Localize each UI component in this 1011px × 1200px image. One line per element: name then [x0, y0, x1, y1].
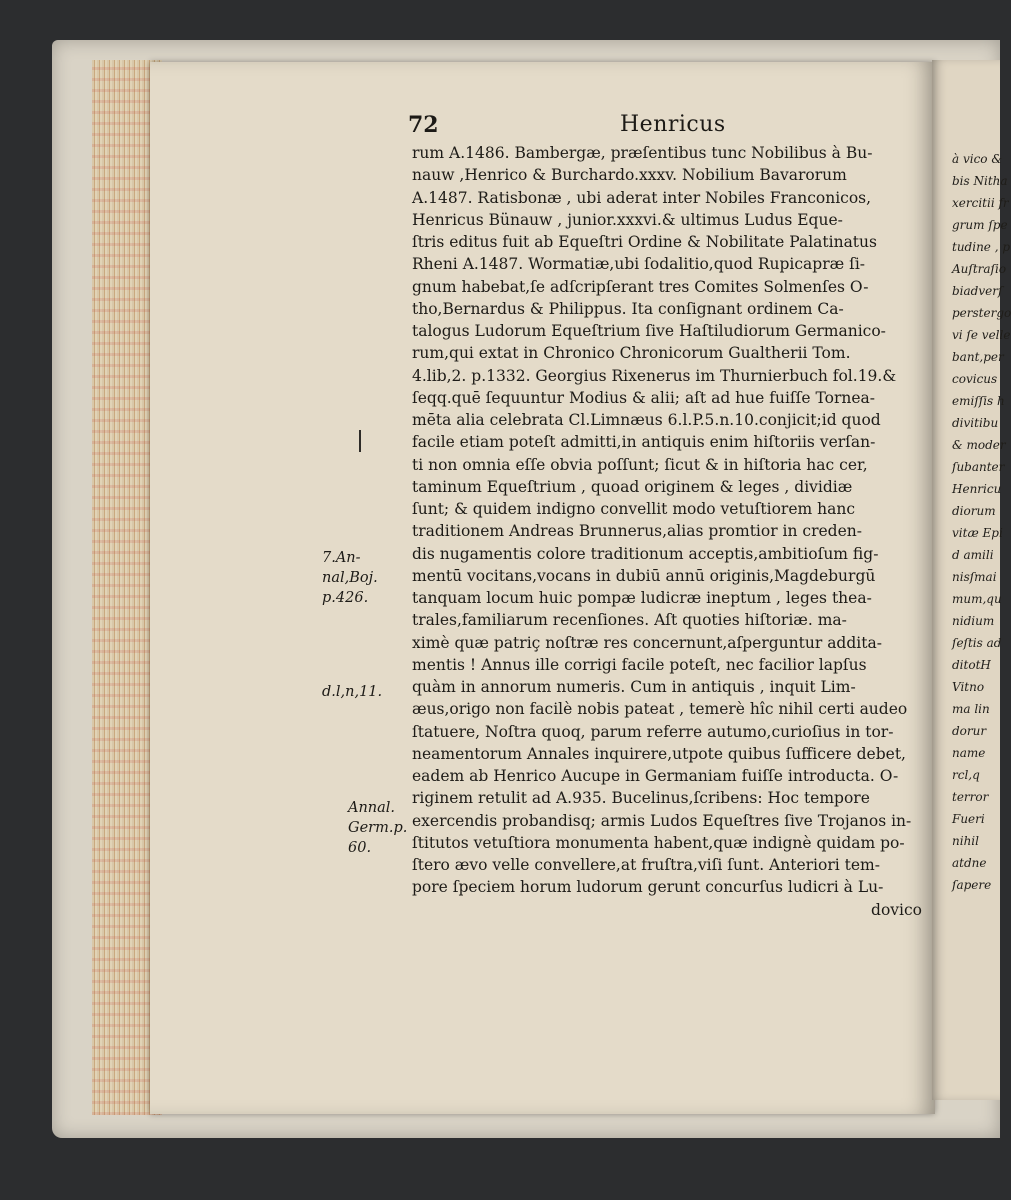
- margin-note-line: Annal.: [348, 800, 396, 816]
- text-line: nauw ,Henrico & Burchardo.xxxv. Nobilium Bavarorum: [412, 166, 847, 185]
- text-line: ſtero ævo velle convellere,at fruſtra,viſi ſunt. Anteriori tem-: [412, 856, 880, 874]
- facing-page-line: ſapere: [952, 878, 992, 892]
- facing-page-line: emiſſis h: [952, 394, 1005, 408]
- body-text: [412, 142, 922, 921]
- text-line: taminum Equeſtrium , quoad originem & leges , dividiæ: [412, 477, 853, 496]
- facing-page-line: dorur: [952, 724, 987, 738]
- text-line: mentū vocitans,vocans in dubiū annū originis,Magdeburgū: [412, 566, 876, 585]
- facing-page-line: à vico &: [952, 152, 1003, 166]
- facing-page-line: Vitno: [952, 680, 985, 694]
- text-line: gnum habebat,ſe adſcripſerant tres Comites Solmenſes O-: [412, 277, 869, 296]
- text-line: exercendis probandisq; armis Ludos Equeſtres ſive Trojanos in-: [412, 811, 912, 830]
- facing-page-line: ditotH: [952, 658, 991, 672]
- margin-note-line: Germ.p.: [348, 820, 408, 836]
- facing-page-line: Fueri: [952, 812, 985, 826]
- text-line: ſtris editus fuit ab Equeſtri Ordine & Nobilitate Palatinatus: [412, 233, 877, 251]
- text-line: eadem ab Henrico Aucupe in Germaniam fuiſſe introducta. O-: [412, 767, 899, 785]
- facing-page-line: divitibu: [952, 416, 999, 430]
- text-line: traditionem Andreas Brunnerus,alias promtior in creden-: [412, 522, 862, 541]
- facing-page-line: biadverſ: [952, 284, 1003, 298]
- text-line: ti non omnia eſſe obvia poſſunt; ſicut & in hiſtoria hac cer,: [412, 455, 868, 474]
- facing-page-line: rcl,q: [952, 768, 980, 782]
- text-line: riginem retulit ad A.935. Bucelinus,ſcribens: Hoc tempore: [412, 789, 870, 808]
- text-line: mēta alia celebrata Cl.Limnæus 6.l.P.5.n.10.conjicit;id quod: [412, 411, 881, 429]
- margin-note: [322, 548, 378, 608]
- facing-page-line: nihil: [952, 834, 979, 848]
- text-line: Henricus Bünauw , junior.xxxvi.& ultimus Ludus Eque-: [412, 210, 843, 229]
- text-line: quàm in annorum numeris. Cum in antiquis , inquit Lim-: [412, 678, 856, 696]
- facing-page-line: ma lin: [952, 702, 990, 716]
- page-header: [408, 112, 928, 142]
- facing-page-line: grum ſpe: [952, 218, 1008, 232]
- catchword: dovico: [871, 900, 922, 919]
- margin-note: [348, 798, 407, 858]
- text-line: mentis ! Annus ille corrigi facile poteſt, nec facilior lapſus: [412, 655, 867, 674]
- text-line: dis nugamentis colore traditionum acceptis,ambitioſum fig-: [412, 544, 879, 563]
- facing-page-text: [952, 148, 1011, 896]
- facing-page-line: terror: [952, 790, 989, 804]
- margin-note-line: p.426.: [322, 590, 369, 606]
- text-line: ſeqq.quē ſequuntur Modius & alii; aſt ad hue fuiſſe Tornea-: [412, 388, 875, 407]
- text-line: rum,qui extat in Chronico Chronicorum Gualtherii Tom.: [412, 344, 851, 363]
- facing-page-line: Auſtraſio: [952, 262, 1007, 276]
- text-line: æus,origo non facilè nobis pateat , temerè hîc nihil certi audeo: [412, 700, 908, 719]
- text-line: facile etiam poteſt admitti,in antiquis enim hiſtoriis verſan-: [412, 433, 876, 452]
- text-line: tanquam locum huic pompæ ludicræ ineptum , leges thea-: [412, 589, 872, 607]
- margin-note: [322, 682, 382, 702]
- text-line: tho,Bernardus & Philippus. Ita conſignant ordinem Ca-: [412, 299, 844, 318]
- page-number: 72: [408, 112, 439, 138]
- facing-page-line: covicus: [952, 372, 998, 386]
- facing-page-line: mum,qu: [952, 592, 1002, 606]
- text-line: rum A.1486. Bambergæ, præſentibus tunc Nobilibus à Bu-: [412, 144, 873, 162]
- text-line: 4.lib,2. p.1332. Georgius Rixenerus im Thurnierbuch fol.19.&: [412, 366, 897, 385]
- facing-page-line: nidium: [952, 614, 995, 628]
- text-line: talogus Ludorum Equeſtrium ſive Haſtiludiorum Germanico-: [412, 322, 886, 340]
- facing-page-line: ſubanter: [952, 460, 1005, 474]
- facing-page-line: atdne: [952, 856, 987, 870]
- pencil-mark: [359, 430, 361, 452]
- margin-note-line: nal,Boj.: [322, 570, 378, 586]
- text-line: trales,familiarum recenſiones. Aſt quoties hiſtoriæ. ma-: [412, 611, 847, 630]
- facing-page-line: d amili: [952, 548, 994, 562]
- facing-page-line: & moder: [952, 438, 1006, 452]
- facing-page-line: Henricu: [952, 482, 1002, 496]
- facing-page-line: xercitii fr: [952, 196, 1009, 210]
- margin-note-line: d.l,n,11.: [322, 684, 383, 700]
- text-line: ſtitutos vetuſtiora monumenta habent,quæ indignè quidam po-: [412, 833, 905, 852]
- facing-page-line: bant,per: [952, 350, 1004, 364]
- text-line: ſtatuere, Noſtra quoq, parum referre autumo,curioſius in tor-: [412, 722, 894, 741]
- text-line: ſunt; & quidem indigno convellit modo vetuſtiorem hanc: [412, 500, 856, 518]
- text-line: A.1487. Ratisbonæ , ubi aderat inter Nobiles Franconicos,: [412, 188, 872, 207]
- facing-page-line: bis Nitha: [952, 174, 1008, 188]
- facing-page-line: ſeſtis ad: [952, 636, 1002, 650]
- facing-page-line: vi ſe velle: [952, 328, 1011, 342]
- facing-page-line: name: [952, 746, 986, 760]
- facing-page-line: tudine , p: [952, 240, 1011, 254]
- text-line: neamentorum Annales inquirere,utpote quibus ſufficere debet,: [412, 744, 906, 763]
- margin-note-line: 60.: [348, 840, 372, 856]
- text-line: Rheni A.1487. Wormatiæ,ubi ſodalitio,quod Rupicapræ ſi-: [412, 255, 866, 274]
- text-line: pore ſpeciem horum ludorum gerunt concurſus ludicri à Lu-: [412, 878, 884, 897]
- running-head: Henricus: [620, 112, 726, 137]
- facing-page-line: vitæ Epi: [952, 526, 1003, 540]
- facing-page-line: nisſmai: [952, 570, 997, 584]
- margin-note-line: 7.An-: [322, 550, 361, 566]
- facing-page-line: diorum: [952, 504, 996, 518]
- facing-page-line: perstergo: [952, 306, 1011, 320]
- text-line: ximè quæ patriç noſtræ res concernunt,aſperguntur addita-: [412, 633, 882, 652]
